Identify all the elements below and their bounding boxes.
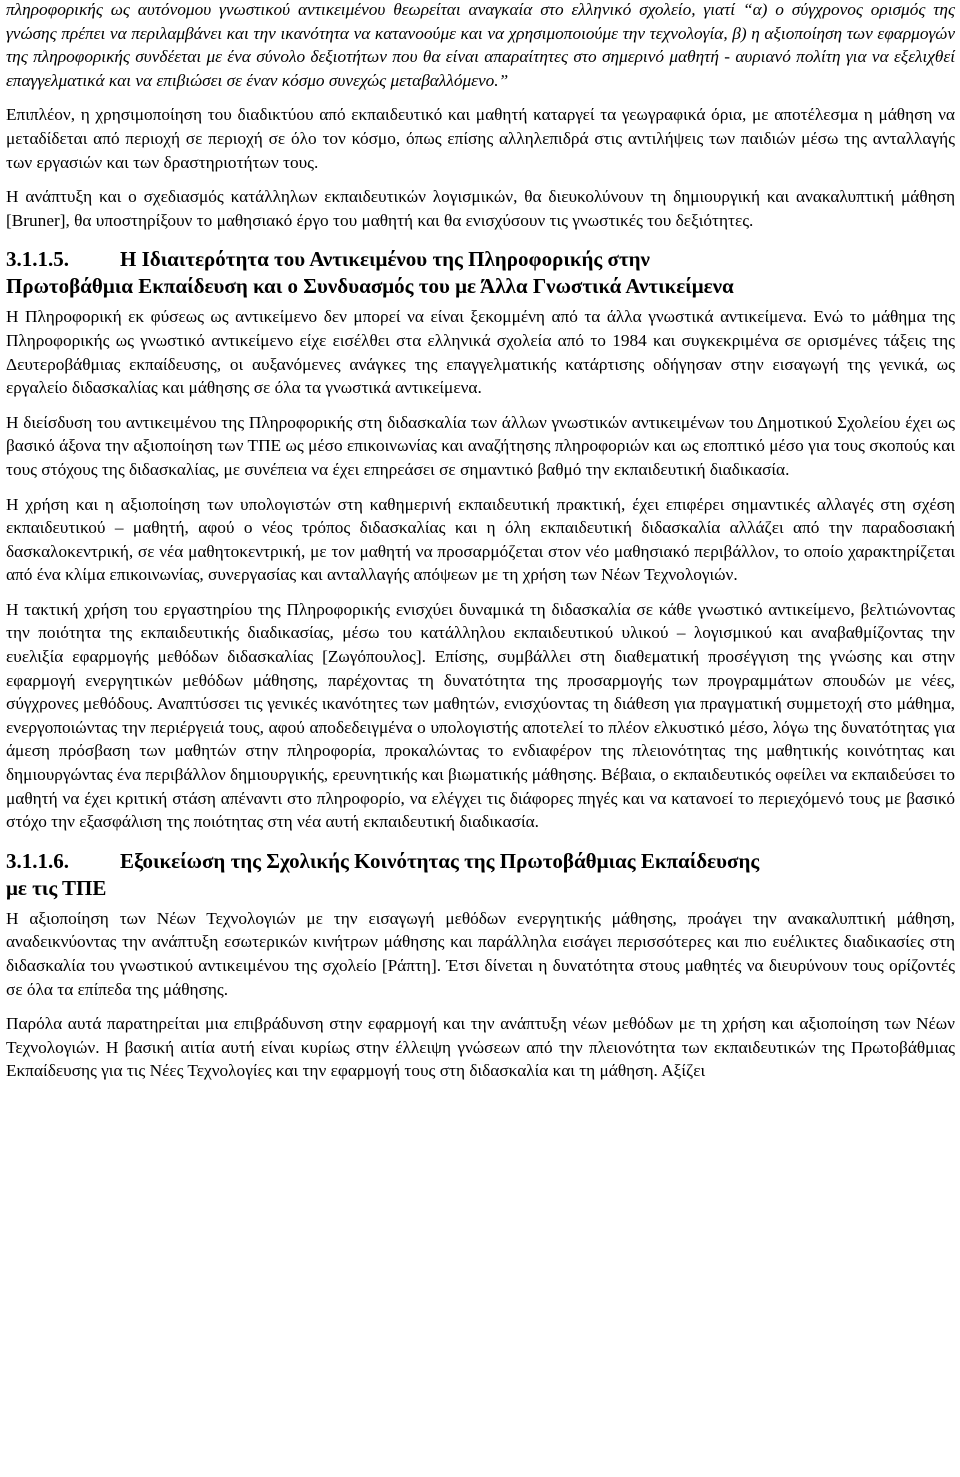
section-number: 3.1.1.5. (6, 247, 69, 272)
section-title-line2: με τις ΤΠΕ (6, 875, 107, 900)
section-title-line1: Εξοικείωση της Σχολικής Κοινότητας της Πρωτοβάθμιας Εκπαίδευσης (120, 848, 760, 873)
section-heading-3-1-1-6 (6, 848, 955, 902)
paragraph-informatics-nature: Η Πληροφορική εκ φύσεως ως αντικείμενο δεν μπορεί να είναι ξεκομμένη από τα άλλα γνωστικά αντικείμενα. Ενώ το μάθημα της Πληροφορικής ως γνωστικό αντικείμενο είχε εισέλθει στα ελληνικά σχολεία από το 1984 και συγκεκριμένα σε ορισμένες τάξεις της Δευτεροβάθμιας εκπαίδευσης, οι αυξανόμενες ανάγκες της επαγγελματικής κατάρτισης οδήγησαν στην εισαγωγή της γενικά, ως εργαλείο διδασκαλίας και μάθησης σε όλα τα γνωστικά αντικείμενα. (6, 307, 955, 398)
section-heading-3-1-1-5 (6, 246, 955, 300)
paragraph-slowdown: Παρόλα αυτά παρατηρείται μια επιβράδυνση στην εφαρμογή και την ανάπτυξη νέων μεθόδων με τη χρήση και αξιοποίηση των Νέων Τεχνολογιών. Η βασική αιτία αυτή είναι κυρίως στην έλλειψη γνώσεων από την πλειονότητα των εκπαιδευτικών της Πρωτοβάθμιας Εκπαίδευσης για τις Νέες Τεχνολογίες και την εφαρμογή τους στη διδασκαλία και τη μάθηση. Αξίζει (6, 1014, 955, 1081)
paragraph-computer-use: Η χρήση και η αξιοποίηση των υπολογιστών στη καθημερινή εκπαιδευτική πρακτική, έχει επιφέρει σημαντικές αλλαγές στη σχέση εκπαιδευτικού – μαθητή, αφού ο νέος τρόπος διδασκαλίας και η όλη εκπαιδευτική διδασκαλία αλλάζει από την παραδοσιακή δασκαλοκεντρική, σε νέα μαθητοκεντρική, με τον μαθητή να προσαρμόζεται στον νέο μαθησιακό περιβάλλον, το οποίο χαρακτηρίζεται από ένα κλίμα επικοινωνίας, συνεργασίας και ανταλλαγής απόψεων με τη χρήση των Νέων Τεχνολογιών. (6, 494, 955, 585)
paragraph-lab-use: Η τακτική χρήση του εργαστηρίου της Πληροφορικής ενισχύει δυναμικά τη διδασκαλία σε κάθε γνωστικό αντικείμενο, βελτιώνοντας την ποιότητα της εκπαιδευτικής διαδικασίας, μέσω του κατάλληλου εκπαιδευτικού υλικού – λογισμικού και αναβαθμίζοντας την ευελιξία εφαρμογής μεθόδων διδασκαλίας [Ζωγόπουλος]. Επίσης, συμβάλλει στη διαθεματική προσέγγιση της γνώσης και στην εφαρμογή ενεργητικών μεθόδων μάθησης, παρέχοντας τη δυνατότητα της προσαρμογής των προγραμμάτων σπουδών με νέες, σύγχρονες μεθόδους. Αναπτύσσει τις γενικές ικανότητες των μαθητών, ενισχύοντας τη διάθεση για πραγματική συμμετοχή στο μάθημα, ενεργοποιώντας την περιέργειά τους, αφού αποδεδειγμένα ο υπολογιστής αποτελεί το πλέον ελκυστικό μέσο, λόγω της δυνατότητας για άμεση πρόσβαση των μαθητών στην πληροφορία, προκαλώντας το ενδιαφέρον της πλειονότητας της μαθητικής κοινότητας και δημιουργώντας ένα περιβάλλον δημιουργικής, ερευνητικής και βιωματικής μάθησης. Βέβαια, ο εκπαιδευτικός οφείλει να εκπαιδεύσει το μαθητή να έχει κριτική στάση απέναντι στο πληροφορίο, να ελέγχει τις διάφορες πηγές και να κατανοεί το περιεχόμενό τους με βασικό στόχο την εξασφάλιση της ποιότητας στη νέα αυτή εκπαιδευτική διαδικασία. (6, 599, 955, 832)
paragraph-new-technologies: Η αξιοποίηση των Νέων Τεχνολογιών με την εισαγωγή μεθόδων ενεργητικής μάθησης, προάγει την ανακαλυπτική μάθηση, αναδεικνύοντας την ανάπτυξη εσωτερικών κινήτρων μάθησης και παράλληλα εισάγει περισσότερες και πιο ευέλικτες διαδικασίες στη διδασκαλία του γνωστικού αντικειμένου της σχολείο [Ράπτη]. Έτσι δίνεται η δυνατότητα στους μαθητές να διευρύνουν τους ορίζοντές σε όλα τα επίπεδα της μάθησης. (6, 908, 955, 999)
intro-quote-paragraph: πληροφορικής ως αυτόνομου γνωστικού αντικειμένου θεωρείται αναγκαία στο ελληνικό σχολείο, γιατί “α) ο σύγχρονος ορισμός της γνώσης πρέπει να περιλαμβάνει και την ικανότητα να κατανοούμε και να χρησιμοποιούμε την τεχνολογία, β) η αξιοποίηση των εφαρμογών της πληροφορικής συνδέεται με ένα σύνολο δεξιοτήτων που θα είναι απαραίτητες στο σημερινό μαθητή - αυριανό πολίτη για να εξελιχθεί επαγγελματικά και να επιβιώσει σε έναν κόσμο συνεχώς μεταβαλλόμενο.” (6, 0, 955, 90)
paragraph-penetration: Η διείσδυση του αντικειμένου της Πληροφορικής στη διδασκαλία των άλλων γνωστικών αντικειμένων του Δημοτικού Σχολείου έχει ως βασικό άξονα την αξιοποίηση των ΤΠΕ ως μέσο επικοινωνίας και αναζήτησης πληροφοριών και ως εποπτικό μέσο για τους σκοπούς και τους στόχους της διδασκαλίας, με συνέπεια να έχει επηρεάσει σε σημαντικό βαθμό την εκπαιδευτική διαδικασία. (6, 412, 955, 479)
section-title-line1: Η Ιδιαιτερότητα του Αντικειμένου της Πληροφορικής στην (120, 247, 650, 272)
section-number: 3.1.1.6. (6, 848, 69, 873)
paragraph-internet: Επιπλέον, η χρησιμοποίηση του διαδικτύου από εκπαιδευτικό και μαθητή καταργεί τα γεωγραφικά όρια, με αποτέλεσμα η μάθηση να μεταδίδεται από περιοχή σε περιοχή σε όλο τον κόσμο, όπως επίσης αλληλεπιδρά στις αντιλήψεις των παιδιών μέσω της ανταλλαγής των εργασιών και των δραστηριοτήτων τους. (6, 105, 955, 172)
paragraph-educational-software: Η ανάπτυξη και ο σχεδιασμός κατάλληλων εκπαιδευτικών λογισμικών, θα διευκολύνουν τη δημιουργική και ανακαλυπτική μάθηση [Bruner], θα υποστηρίξουν το μαθησιακό έργο του μαθητή και θα ενισχύσουν τις γνωστικές του δεξιότητες. (6, 187, 955, 230)
section-title-line2: Πρωτοβάθμια Εκπαίδευση και ο Συνδυασμός του με Άλλα Γνωστικά Αντικείμενα (6, 274, 734, 299)
